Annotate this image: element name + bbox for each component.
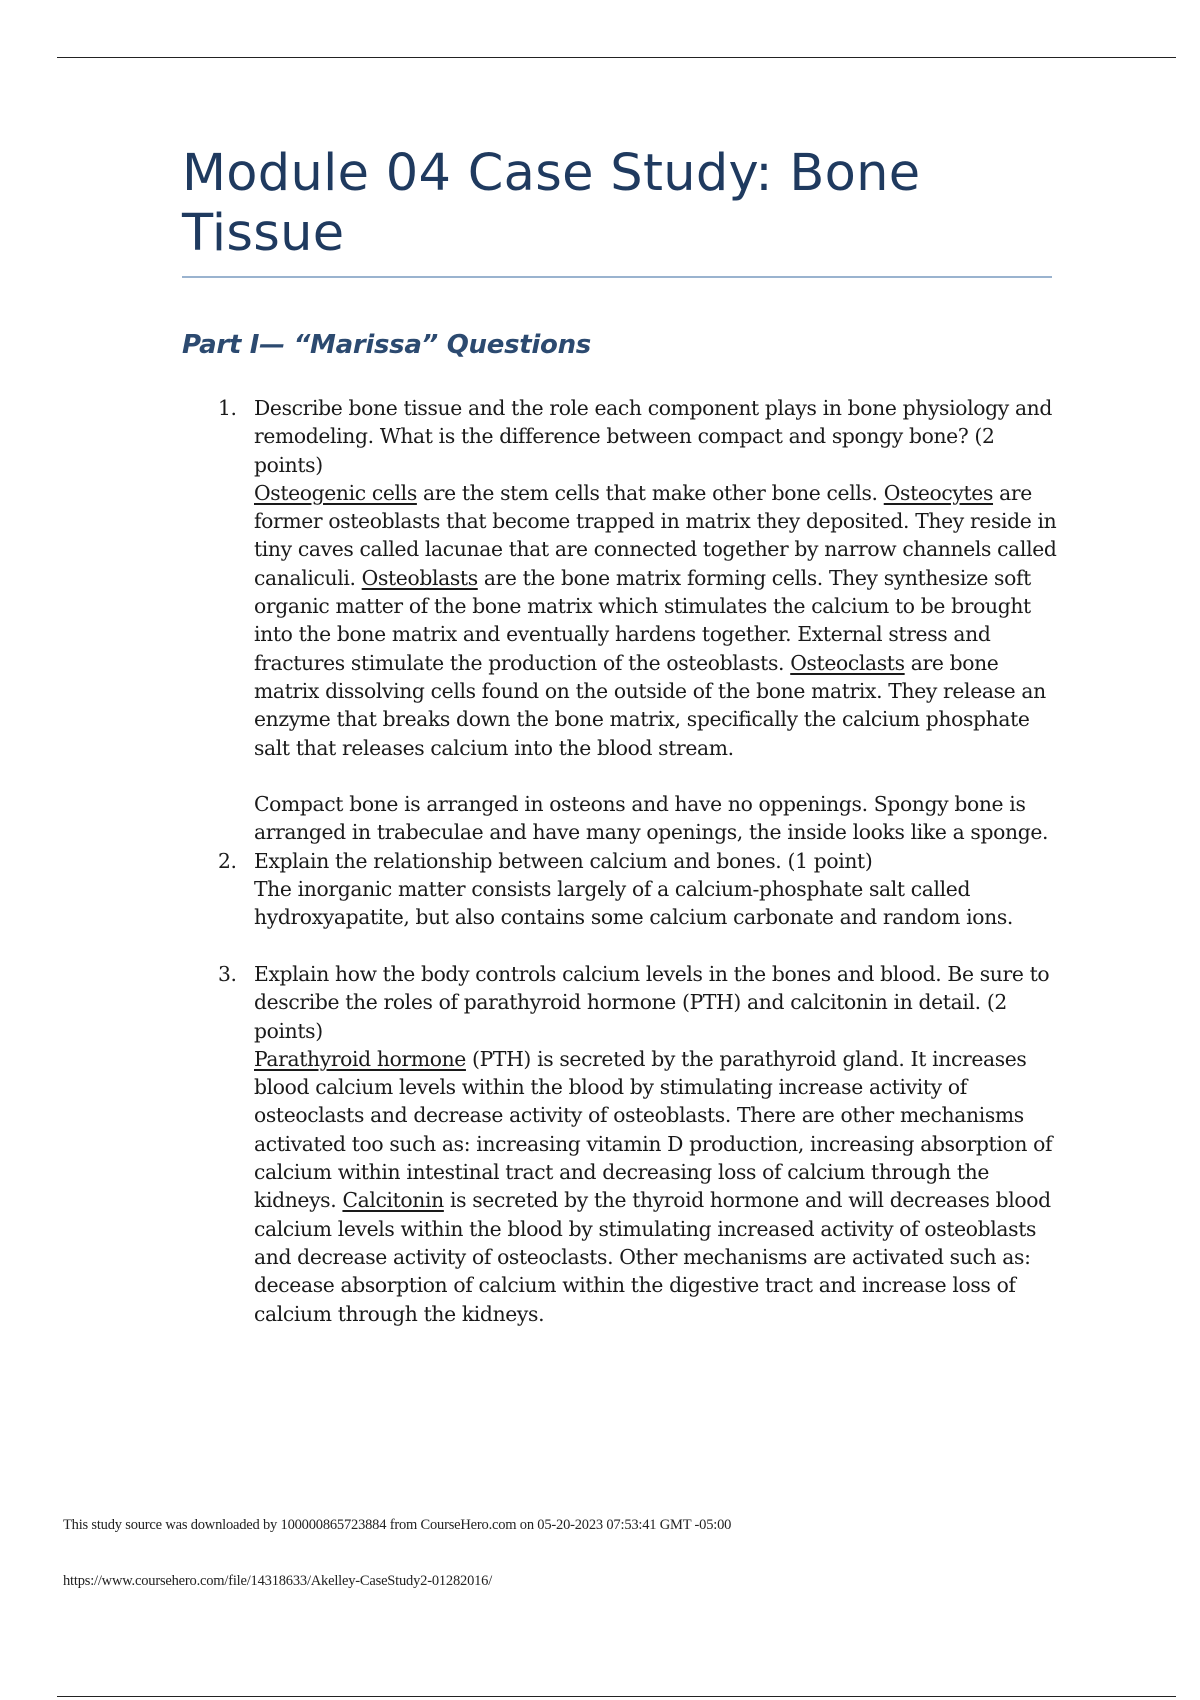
question-number: 2. xyxy=(218,848,237,873)
answer-text: (PTH) is secreted by the parathyroid gland. It increases blood calcium levels within the blood by stimulating increase activity of osteoclasts and decrease activity of osteoblasts. There are other mechanisms activated too such as: increasing vitamin D production, increasing absorption of calcium within intestinal tract and decreasing loss of calcium through the kidneys. xyxy=(254,1046,1053,1213)
question-3 xyxy=(182,960,1062,1328)
top-page-rule xyxy=(57,57,1176,58)
question-prompt: Describe bone tissue and the role each component plays in bone physiology and remodeling. What is the difference between compact and spongy bone? (2 points) xyxy=(254,396,1053,477)
document-title: Module 04 Case Study: Bone Tissue xyxy=(182,144,921,263)
answer-paragraph xyxy=(254,479,1062,762)
question-prompt: Explain how the body controls calcium levels in the bones and blood. Be sure to describe the roles of parathyroid hormone (PTH) and calcitonin in detail. (2 points) xyxy=(254,961,1050,1043)
answer-text: are former osteoblasts that become trapped in matrix they deposited. They reside in tiny caves called lacunae that are connected together by narrow channels called canaliculi. xyxy=(254,480,1057,590)
question-2 xyxy=(182,847,1062,932)
answer-text: is secreted by the thyroid hormone and will decreases blood calcium levels within the blood by stimulating increased activity of osteoblasts and decrease activity of osteoclasts. Other mechanisms are activated such as: decease absorption of calcium within the digestive tract and increase loss of calcium through the kidneys. xyxy=(254,1188,1051,1326)
answer-text: are the bone matrix forming cells. They synthesize soft organic matter of the bone matrix which stimulates the calcium to be brought into the bone matrix and eventually hardens together. External stress and fractures stimulate the production of the osteoblasts. xyxy=(254,565,1031,675)
download-source-note: This study source was downloaded by 100000865723884 from CourseHero.com on 05-20-2023 07:53:41 GMT -05:00 xyxy=(63,1517,732,1533)
question-1 xyxy=(182,394,1062,847)
term-parathyroid-hormone: Parathyroid hormone xyxy=(254,1046,466,1071)
question-number: 1. xyxy=(218,396,237,420)
source-url[interactable]: https://www.coursehero.com/file/14318633/Akelley-CaseStudy2-01282016/ xyxy=(63,1573,493,1589)
compact-spongy-answer: Compact bone is arranged in osteons and have no oppenings. Spongy bone is arranged in trabeculae and have many openings, the inside looks like a sponge. xyxy=(254,792,1049,845)
question-list xyxy=(182,394,1062,1328)
question-prompt: Explain the relationship between calcium and bones. (1 point) xyxy=(254,848,873,873)
term-calcitonin: Calcitonin xyxy=(342,1188,444,1213)
question-number: 3. xyxy=(218,961,237,986)
term-osteoblasts: Osteoblasts xyxy=(361,565,478,590)
title-underline-rule xyxy=(182,276,1052,278)
term-osteogenic-cells: Osteogenic cells xyxy=(254,480,417,505)
bottom-page-rule xyxy=(57,1696,1176,1697)
answer-text: are the stem cells that make other bone cells. xyxy=(416,480,884,505)
answer-paragraph xyxy=(254,1045,1062,1328)
answer-text: are bone matrix dissolving cells found on the outside of the bone matrix. They release an enzyme that breaks down the bone matrix, specifically the calcium phosphate salt that releases calcium into the blood stream. xyxy=(254,650,1046,760)
term-osteocytes: Osteocytes xyxy=(883,480,994,505)
part-heading: Part I— “Marissa” Questions xyxy=(182,330,591,360)
paragraph-gap xyxy=(254,762,1062,790)
term-osteoclasts: Osteoclasts xyxy=(790,650,905,675)
answer-paragraph: The inorganic matter consists largely of a calcium-phosphate salt called hydroxyapatite, but also contains some calcium carbonate and random ions. xyxy=(254,877,1013,930)
